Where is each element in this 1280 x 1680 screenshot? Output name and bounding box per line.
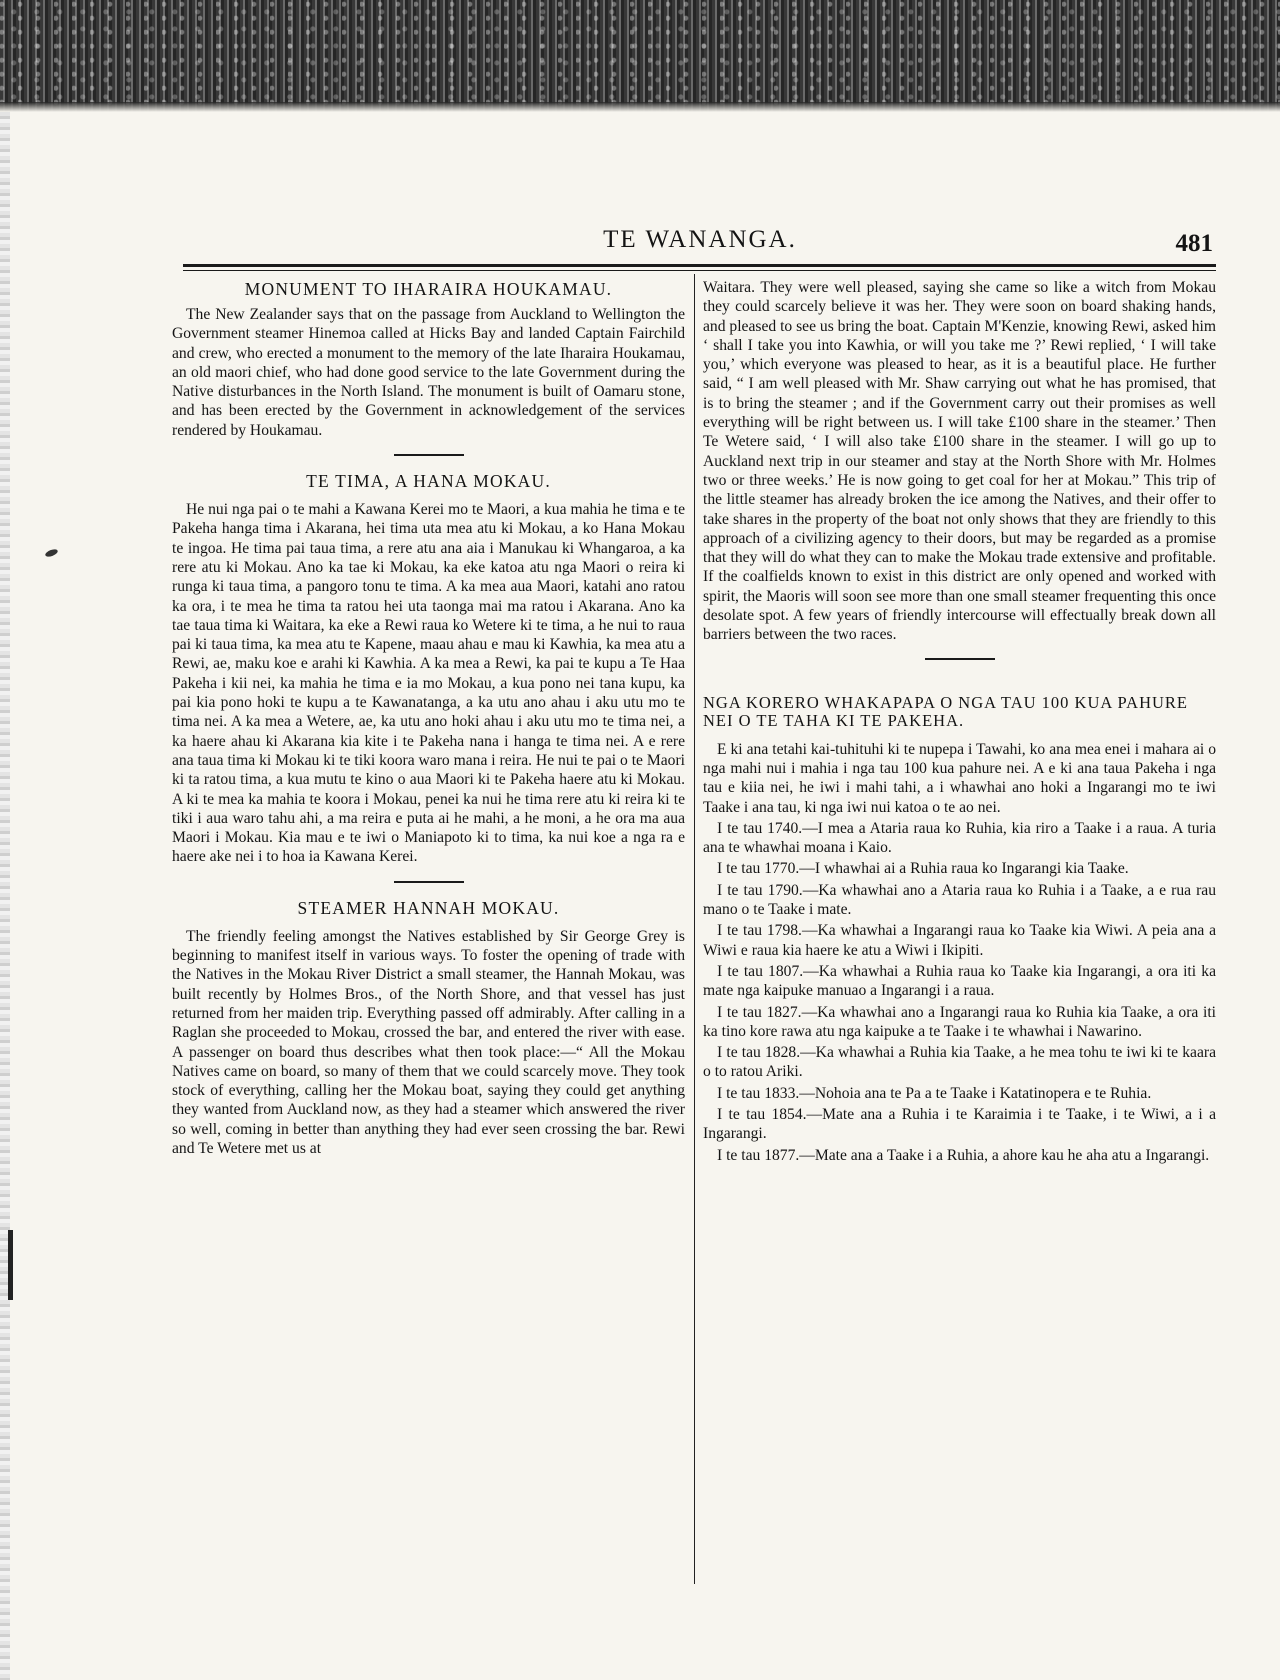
year-entry: I te tau 1854.—Mate ana a Ruhia i te Karaimia i te Taake, i te Wiwi, a i a Ingarangi.	[703, 1105, 1216, 1143]
steamer-article: The friendly feeling amongst the Natives established by Sir George Grey is beginning to manifest itself in various ways. To foster the opening of trade with the Natives in the Mokau River District a small steamer, the Hannah Mokau, was built recently by Holmes Bros., of the North Shore, and that vessel has just returned from her maiden trip. Everything passed off admirably. After calling in a Raglan she proceeded to Mokau, crossed the bar, and entered the river with ease. A passenger on board thus describes what then took place:—“ All the Mokau Natives came on board, so many of them that we could scarcely move. They took stock of everything, calling her the Mokau boat, saying they could get anything they wanted from Auckland now, as they had a steamer which answered the river so well, coming in better than anything they had ever seen crossing the bar. Rewi and Te Wetere met us at	[172, 927, 685, 1157]
newspaper-title: TE WANANGA.	[603, 226, 797, 253]
left-column	[172, 278, 685, 1158]
header-rule-thin	[183, 270, 1216, 271]
year-entry: I te tau 1798.—Ka whawhai a Ingarangi raua ko Taake kia Wiwi. A peia ana a Wiwi e raua kia haere ke atu a Wiwi i Ikipiti.	[703, 922, 1216, 959]
ink-mark	[44, 548, 58, 558]
monument-heading: MONUMENT TO IHARAIRA HOUKAMAU.	[244, 279, 613, 299]
section-divider	[925, 658, 995, 660]
year-entry: I te tau 1740.—I mea a Ataria raua ko Ruhia, kia riro a Taake i a raua. A turia ana te whawhai moana i Kaio.	[703, 819, 1216, 857]
monument-article: The New Zealander says that on the passage from Auckland to Wellington the Government steamer Hinemoa called at Hicks Bay and landed Captain Fairchild and crew, who erected a monument to the memory of the late Iharaira Houkamau, an old maori chief, who had done good service to the late Government during the Native disturbances in the North Island. The monument is built of Oamaru stone, and has been erected by the Government in acknowledgement of the services rendered by Houkamau.	[172, 306, 685, 439]
scan-top-border	[0, 0, 1280, 112]
section-divider	[394, 881, 464, 883]
column-divider	[694, 274, 695, 1584]
korero-heading: NGA KORERO WHAKAPAPA O NGA TAU 100 KUA PAHURE NEI O TE TAHA KI TE PAKEHA.	[703, 692, 1188, 730]
year-entry: I te tau 1770.—I whawhai ai a Ruhia raua ko Ingarangi kia Taake.	[717, 860, 1129, 878]
year-entry: I te tau 1833.—Nohoia ana te Pa a te Taake i Katatinopera e te Ruhia.	[717, 1084, 1152, 1102]
tima-heading: TE TIMA, A HANA MOKAU.	[306, 471, 551, 492]
steamer-article-continued: Waitara. They were well pleased, saying she came so like a witch from Mokau they could scarcely believe it was her. They were soon on board shaking hands, and pleased to see us bring the boat. Captain M'Kenzie, knowing Rewi, asked him ‘ shall I take you into Kawhia, or will you take me ?’ Rewi replied, ‘ I will take you,’ which everyone was pleased to hear, as it is a beautiful place. He further said, “ I am well pleased with Mr. Shaw carrying out what he has promised, that is to bring the steamer ; and if the Government carry out their promises as well everything will be right between us. I will take £100 share in the steamer.’ Then Te Wetere said, ‘ I will also take £100 share in the steamer. I will go up to Auckland next trip in our steamer and stay at the North Shore with Mr. Holmes two or three weeks.’ He is now going to get coal for her at Mokau.” This trip of the little steamer has already broken the ice among the Natives, and their offer to take shares in the property of the boat not only shows that they are friendly to this approach of a civilizing agency to their doors, but may be regarded as a promise that they will do what they can to make the Mokau trade extensive and profitable. If the coalfields known to exist in this district are only opened and worked with spirit, the Maoris will soon see more than one small steamer frequenting this once desolate spot. A few years of friendly intercourse will effectually break down all barriers between the two races.	[703, 279, 1216, 644]
scan-left-edge	[0, 112, 10, 1680]
year-entry: I te tau 1877.—Mate ana a Taake i a Ruhia, a ahore kau he aha atu a Ingarangi.	[717, 1146, 1210, 1164]
tima-article: He nui nga pai o te mahi a Kawana Kerei mo te Maori, a kua mahia he tima e te Pakeha hanga tima i Akarana, hei tima uta mea atu ki Mokau, a ko Hana Mokau te ingoa. He tima pai taua tima, a rere atu ana aia i Manukau ki Whangaroa, a ka rere atu ki Mokau. Ano ka tae ki Mokau, ka eke katoa atu nga Maori o reira ki runga ki taua tima, a pangoro tonu te tima. A ka mea aua Maori, katahi ano ratou ka ora, i te mea he tima ta ratou hei uta taonga mai ma ratou i Akarana. Ano ka tae taua tima ki Waitara, ka eke a Rewi raua ko Wetere ki te tima, a he nui to raua pai ki taua tima, ka mea atu te Kapene, maau ahau e mau ki Kawhia, ka mea atu a Rewi, ae, maku koe e arahi ki Kawhia. A ka mea a Rewi, ka pai te kupu a Te Haa Pakeha i kii nei, ka mahia he tima e ia mo Mokau, a kua pono nei tana kupu, ka pai kia pono hoki te kupu a te Kawanatanga, a ka utu ano ahau i aku utu mo te tima nei. A ka mea a Wetere, ae, ka utu ano hoki ahau i aku utu mo te tima nei, a ka haere ahau ki Akarana kia kite i te Pakeha nana i hanga te tima nei. A e rere ana taua tima ki Mokau ki te tiki koora waro mana i reira. He nui te pai o te Maori ki ta ratou tima, a kua mutu te kino o aua Maori ki te Pakeha haere atu ki Mokau. A ki te mea ka mahia te koora i Mokau, penei ka nui he tima rere atu ki reira ki te tiki i aua waro tahu ahi, a ma reira e puta ai he mahi, a he moni, a he ora ma aua Maori i Mokau. Kia mau e te iwi o Maniapoto ki to tima, ka nui koe a nga ra e haere ake nei i to hoa ia Kawana Kerei.	[172, 501, 685, 866]
edge-ink-mark	[8, 1230, 13, 1300]
year-entry: I te tau 1827.—Ka whawhai ano a Ingarangi raua ko Ruhia kia Taake, a ora iti ka tino kore rawa atu nga kaipuke a te Taake i te whawhai i Nawarino.	[703, 1003, 1216, 1040]
masthead	[185, 226, 1215, 260]
header-rule-thick	[183, 264, 1216, 267]
page-number: 481	[1175, 230, 1213, 257]
section-divider	[394, 454, 464, 456]
year-entry: I te tau 1790.—Ka whawhai ano a Ataria raua ko Ruhia i a Taake, a e rua rau mano o te Taake i mate.	[703, 881, 1216, 919]
year-entry: I te tau 1807.—Ka whawhai a Ruhia raua ko Taake kia Ingarangi, a ora iti ka mate nga kaipuke manuao a Ingarangi i a raua.	[703, 962, 1216, 1000]
right-column	[703, 278, 1216, 1165]
year-entry: I te tau 1828.—Ka whawhai a Ruhia kia Taake, a he mea tohu te iwi ki te kaara o to ratou Ariki.	[703, 1044, 1216, 1081]
steamer-heading: STEAMER HANNAH MOKAU.	[297, 897, 560, 918]
korero-intro: E ki ana tetahi kai-tuhituhi ki te nupepa i Tawahi, ko ana mea enei i mahara ai o nga mahi nui i mahia i nga tau 100 kua pahure nei. A e ki ana taua Pakeha i nga tau e kiia nei, he iwi i mahi tahi, a i whawhai ano hoki a Ingarangi mo te iwi Taake i ana tau, ki nga iwi nui katoa o te ao nei.	[703, 740, 1216, 816]
